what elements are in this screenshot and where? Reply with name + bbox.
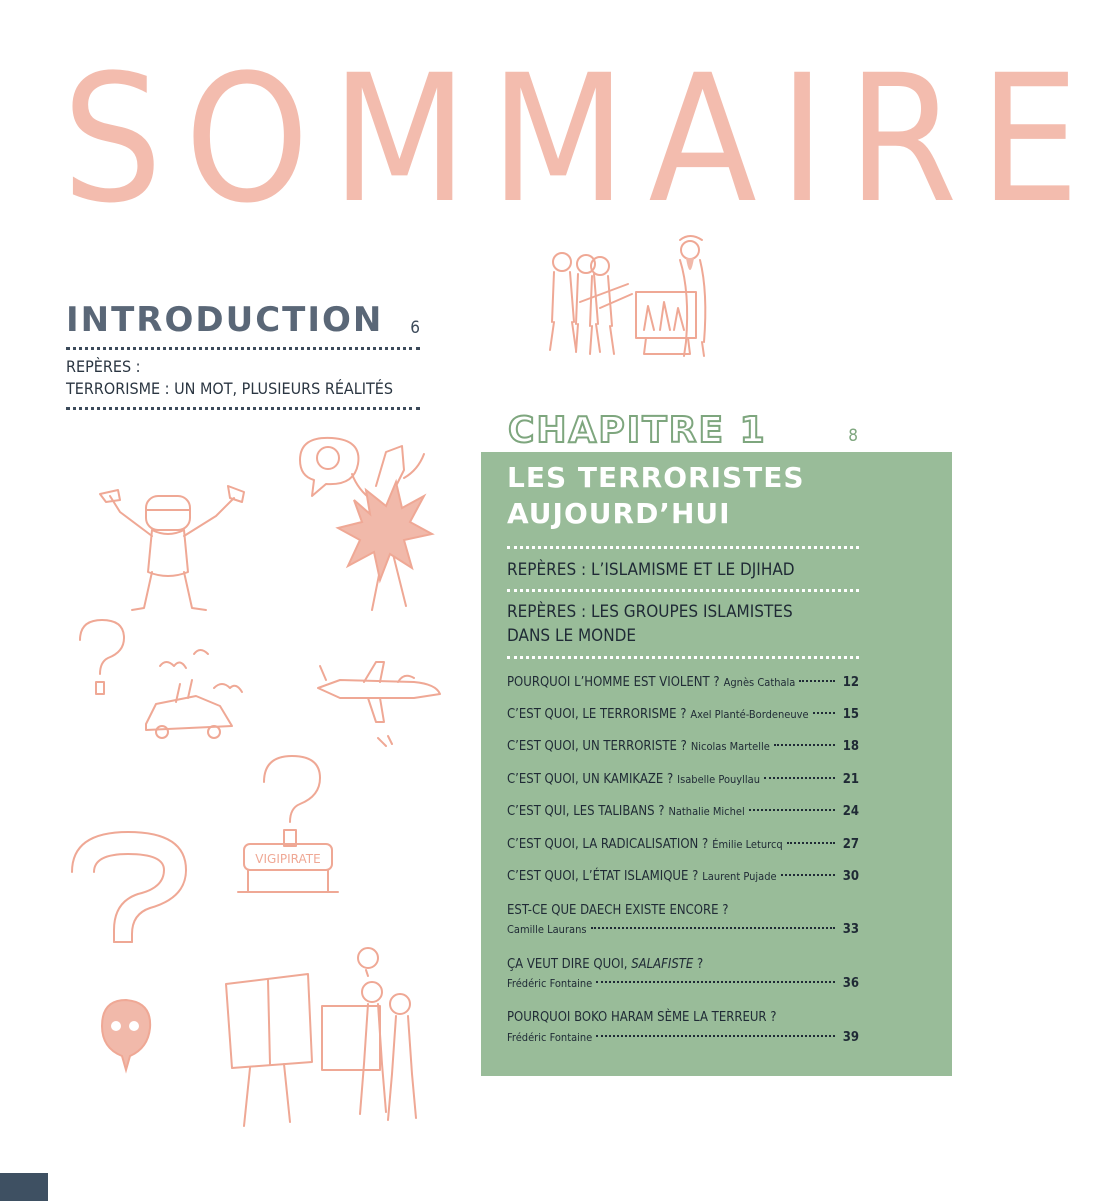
leader-dots — [749, 809, 835, 811]
toc-author: Isabelle Pouyllau — [677, 773, 760, 786]
toc-author: Laurent Pujade — [702, 870, 777, 883]
toc-entry[interactable] — [507, 1027, 859, 1049]
reader-illustration — [220, 966, 320, 1132]
chapter-subtitle — [507, 460, 927, 532]
question-mark-icon — [72, 616, 132, 700]
toc-question: C’EST QUI, LES TALIBANS ? — [507, 804, 665, 819]
soldiers-illustration — [540, 232, 720, 372]
chapter-subtitle-line: AUJOURD’HUI — [507, 497, 731, 530]
vigipirate-sign-illustration — [234, 838, 342, 898]
chapter-page-number: 8 — [848, 426, 858, 446]
toc-page-number: 39 — [842, 1030, 859, 1045]
toc-page-number: 33 — [842, 922, 859, 937]
question-mark-icon — [256, 752, 328, 850]
introduction-page-number: 6 — [410, 318, 420, 338]
leader-dots — [764, 777, 835, 779]
page-title: SOMMAIRE — [62, 37, 1101, 242]
toc-question: POURQUOI L’HOMME EST VIOLENT ? — [507, 675, 720, 690]
toc-page-number: 30 — [842, 869, 859, 884]
introduction-line: TERRORISME : UN MOT, PLUSIEURS RÉALITÉS — [66, 379, 394, 398]
toc-page-number: 27 — [842, 837, 859, 852]
toc-author: Axel Planté-Bordeneuve — [690, 708, 809, 721]
toc-page-number: 18 — [842, 739, 859, 754]
toc-page-number: 12 — [842, 675, 859, 690]
reperes-item: REPÈRES : LES GROUPES ISLAMISTES — [507, 602, 793, 622]
question-mark-icon — [64, 826, 194, 976]
leader-dots — [591, 927, 835, 929]
introduction-line: REPÈRES : — [66, 357, 141, 376]
toc-entry[interactable] — [507, 769, 859, 791]
toc-author: Camille Laurans — [507, 923, 587, 936]
divider — [507, 589, 859, 592]
divider — [66, 347, 420, 350]
toc-question-italic: SALAFISTE — [631, 957, 694, 972]
toc-question[interactable]: EST-CE QUE DAECH EXISTE ENCORE ? — [507, 903, 729, 918]
toc-question-prefix: ÇA VEUT DIRE QUOI, — [507, 957, 632, 972]
toc-entry[interactable] — [507, 736, 859, 758]
toc-author: Agnès Cathala — [723, 676, 796, 689]
toc-question[interactable]: POURQUOI BOKO HARAM SÈME LA TERREUR ? — [507, 1010, 777, 1025]
chapter-header — [508, 410, 858, 454]
toc-entry[interactable] — [507, 973, 859, 995]
toc-author: Nicolas Martelle — [690, 740, 770, 753]
introduction-heading: INTRODUCTION — [66, 300, 384, 340]
toc-page-number: 15 — [842, 707, 859, 722]
toc-entry[interactable] — [507, 834, 859, 856]
leader-dots — [596, 981, 835, 983]
introduction-header — [66, 300, 420, 348]
leader-dots — [774, 744, 835, 746]
toc-question[interactable] — [507, 955, 859, 975]
reperes-item: DANS LE MONDE — [507, 626, 637, 646]
toc-question: C’EST QUOI, UN TERRORISTE ? — [507, 739, 687, 754]
introduction-reperes — [66, 356, 418, 400]
gunman-illustration — [96, 476, 256, 620]
toc-question: C’EST QUOI, L’ÉTAT ISLAMIQUE ? — [507, 869, 699, 884]
toc-page-number: 24 — [842, 804, 859, 819]
skull-balloon-illustration — [96, 996, 156, 1076]
toc-author: Émilie Leturcq — [712, 838, 783, 851]
divider — [507, 656, 859, 659]
newspaper-readers-illustration — [320, 944, 430, 1124]
leader-dots — [799, 680, 835, 682]
toc-author: Nathalie Michel — [668, 805, 745, 818]
toc-entry[interactable] — [507, 866, 859, 888]
toc-page-number: 21 — [842, 772, 859, 787]
leader-dots — [596, 1035, 835, 1037]
toc-question: C’EST QUOI, UN KAMIKAZE ? — [507, 772, 674, 787]
corner-tab — [0, 1173, 48, 1201]
chapter-subtitle-line: LES TERRORISTES — [507, 461, 805, 494]
toc-page-number: 36 — [842, 976, 859, 991]
toc-question-suffix: ? — [693, 957, 704, 972]
chapter-panel — [481, 452, 952, 1076]
leader-dots — [787, 842, 835, 844]
toc-question: C’EST QUOI, LA RADICALISATION ? — [507, 837, 709, 852]
toc-entry[interactable] — [507, 801, 859, 823]
divider — [507, 546, 859, 549]
car-bomb-illustration — [136, 644, 246, 744]
leader-dots — [813, 712, 835, 714]
toc-author: Frédéric Fontaine — [507, 977, 593, 990]
toc-entry[interactable] — [507, 919, 859, 941]
toc-entry[interactable] — [507, 672, 859, 694]
divider — [66, 407, 420, 410]
toc-entry[interactable] — [507, 704, 859, 726]
toc-author: Frédéric Fontaine — [507, 1031, 593, 1044]
chapter-heading: CHAPITRE 1 — [508, 410, 767, 451]
explosion-man-illustration — [292, 430, 452, 614]
reperes-item: REPÈRES : L’ISLAMISME ET LE DJIHAD — [507, 560, 795, 580]
vigipirate-sign-text: VIGIPIRATE — [255, 852, 321, 866]
toc-question: C’EST QUOI, LE TERRORISME ? — [507, 707, 687, 722]
leader-dots — [781, 874, 835, 876]
plane-illustration — [314, 658, 444, 752]
